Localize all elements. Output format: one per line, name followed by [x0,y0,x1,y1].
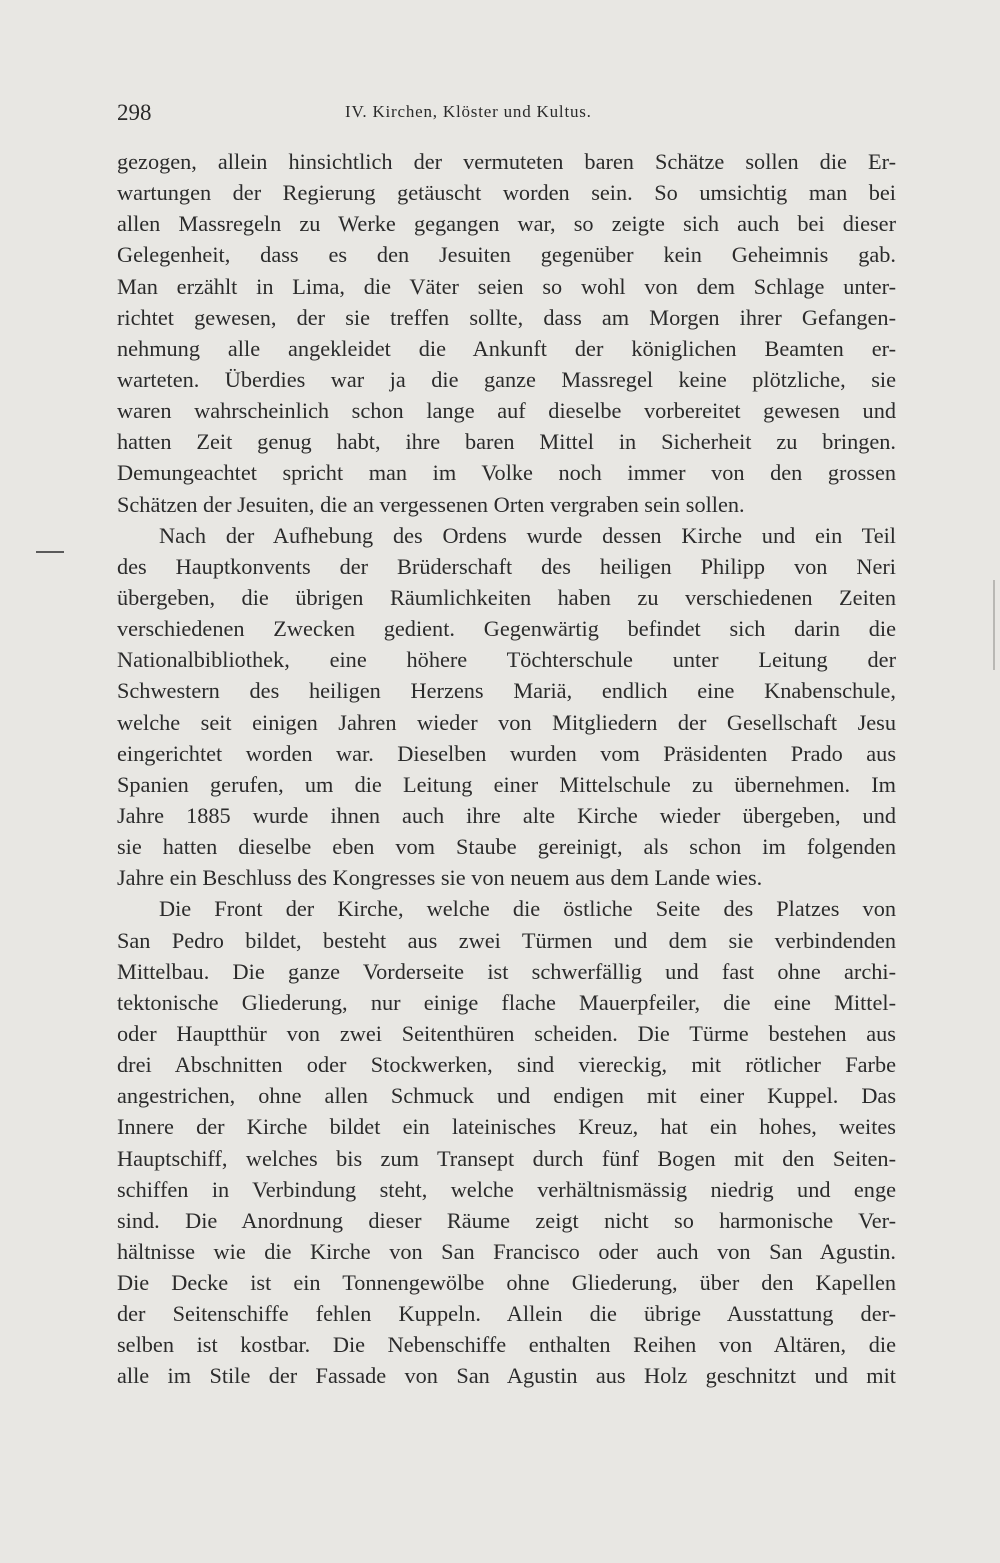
text-line: waren wahrscheinlich schon lange auf dieselbe vorbereitet gewesen und [117,398,896,424]
text-line: Schwestern des heiligen Herzens Mariä, endlich eine Knabenschule, [117,678,896,704]
text-line: drei Abschnitten oder Stockwerken, sind viereckig, mit rötlicher Farbe [117,1052,896,1078]
text-line: Die Front der Kirche, welche die östliche Seite des Platzes von [159,896,896,922]
text-line: welche seit einigen Jahren wieder von Mitgliedern der Gesellschaft Jesu [117,709,896,735]
page-edge-shadow [993,580,995,670]
text-line: Man erzählt in Lima, die Väter seien so wohl von dem Schlage unter- [117,273,896,299]
text-line: sie hatten dieselbe eben vom Staube gereinigt, als schon im folgenden [117,834,896,860]
text-line: Mittelbau. Die ganze Vorderseite ist schwerfällig und fast ohne archi- [117,958,896,984]
text-line: Spanien gerufen, um die Leitung einer Mittelschule zu übernehmen. Im [117,771,896,797]
text-line: sind. Die Anordnung dieser Räume zeigt nicht so harmonische Ver- [117,1207,896,1233]
text-line: oder Hauptthür von zwei Seitenthüren scheiden. Die Türme bestehen aus [117,1020,896,1046]
text-line: angestrichen, ohne allen Schmuck und endigen mit einer Kuppel. Das [117,1083,896,1109]
text-line: selben ist kostbar. Die Nebenschiffe enthalten Reihen von Altären, die [117,1332,896,1358]
text-line: allen Massregeln zu Werke gegangen war, so zeigte sich auch bei dieser [117,211,896,237]
text-line: hältnisse wie die Kirche von San Francisco oder auch von San Agustin. [117,1238,896,1264]
text-line: Jahre ein Beschluss des Kongresses sie von neuem aus dem Lande wies. [117,865,763,891]
body-text [117,146,896,1392]
text-line: gezogen, allein hinsichtlich der vermuteten baren Schätze sollen die Er- [117,149,896,174]
text-line: verschiedenen Zwecken gedient. Gegenwärtig befindet sich darin die [117,616,896,642]
text-line: warteten. Überdies war ja die ganze Massregel keine plötzliche, sie [117,366,896,392]
text-line: Nach der Aufhebung des Ordens wurde dessen Kirche und ein Teil [159,522,896,548]
text-line: übergeben, die übrigen Räumlichkeiten haben zu verschiedenen Zeiten [117,584,896,610]
text-line: alle im Stile der Fassade von San Agustin aus Holz geschnitzt und mit [117,1363,896,1389]
text-line: schiffen in Verbindung steht, welche verhältnismässig niedrig und enge [117,1176,896,1202]
text-line: eingerichtet worden war. Dieselben wurden vom Präsidenten Prado aus [117,740,896,766]
text-line: Schätzen der Jesuiten, die an vergessenen Orten vergraben sein sollen. [117,491,745,517]
text-line: nehmung alle angekleidet die Ankunft der königlichen Beamten er- [117,335,896,361]
text-line: richtet gewesen, der sie treffen sollte, dass am Morgen ihrer Gefangen- [117,304,896,330]
text-line: wartungen der Regierung getäuscht worden sein. So umsichtig man bei [117,180,896,206]
text-line: Nationalbibliothek, eine höhere Töchterschule unter Leitung der [117,647,896,673]
text-line: Gelegenheit, dass es den Jesuiten gegenüber kein Geheimnis gab. [117,242,896,268]
text-line: hatten Zeit genug habt, ihre baren Mittel in Sicherheit zu bringen. [117,429,896,455]
text-line: des Hauptkonvents der Brüderschaft des heiligen Philipp von Neri [117,553,896,579]
text-line: tektonische Gliederung, nur einige flache Mauerpfeiler, die eine Mittel- [117,989,896,1015]
running-head [117,100,897,130]
text-line: San Pedro bildet, besteht aus zwei Türmen und dem sie verbindenden [117,927,896,953]
text-line: Jahre 1885 wurde ihnen auch ihre alte Kirche wieder übergeben, und [117,802,896,828]
text-line: Die Decke ist ein Tonnengewölbe ohne Gliederung, über den Kapellen [117,1270,896,1296]
chapter-title: IV. Kirchen, Klöster und Kultus. [345,102,592,121]
text-line: Hauptschiff, welches bis zum Transept durch fünf Bogen mit den Seiten- [117,1145,896,1171]
margin-pencil-mark [36,551,64,553]
text-line: der Seitenschiffe fehlen Kuppeln. Allein die übrige Ausstattung der- [117,1301,896,1327]
text-line: Innere der Kirche bildet ein lateinisches Kreuz, hat ein hohes, weites [117,1114,896,1140]
page-number: 298 [117,100,152,125]
text-line: Demungeachtet spricht man im Volke noch immer von den grossen [117,460,896,486]
